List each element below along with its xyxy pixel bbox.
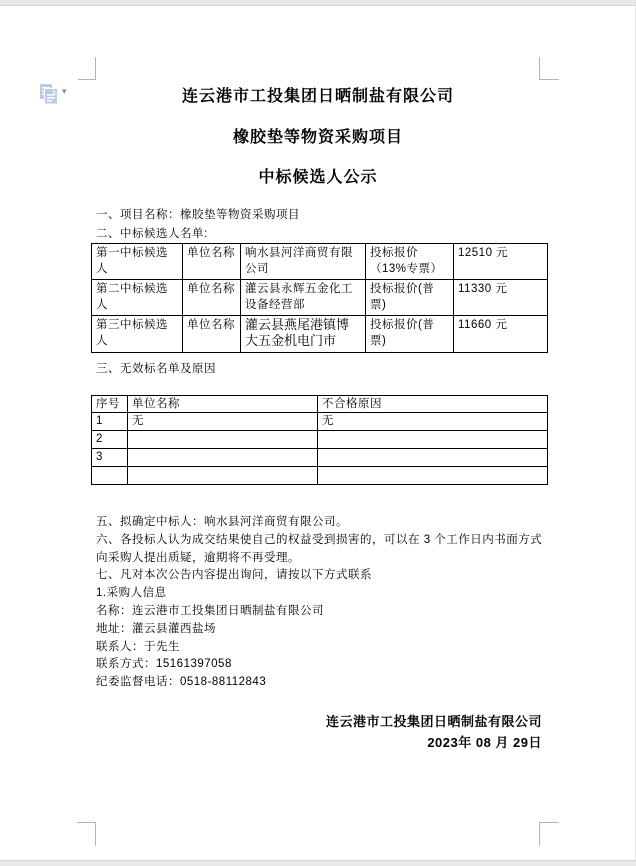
supervision-phone: 纪委监督电话：0518-88112843 [96, 676, 267, 689]
reason-cell [318, 467, 548, 485]
index-cell: 2 [92, 431, 128, 449]
doc-title-project: 橡胶垫等物资采购项目 [232, 129, 403, 146]
doc-title-company: 连云港市工投集团日晒制盐有限公司 [181, 88, 454, 105]
crop-mark-top-left [78, 57, 96, 80]
company-cell: 灌云县燕尾港镇博大五金机电门市 [241, 316, 366, 353]
invalid-bids-table [91, 395, 548, 485]
crop-mark-bottom-left [77, 822, 96, 846]
index-cell [92, 467, 128, 485]
price-label-cell: 投标报价(普票) [366, 280, 454, 316]
table-header-row [92, 396, 548, 413]
purchaser-address: 地址：灌云县灌西盐场 [96, 622, 216, 635]
purchaser-info-heading: 1.采购人信息 [96, 587, 167, 600]
unit-name-cell [128, 431, 318, 449]
table-row [92, 316, 548, 353]
signature-block [96, 711, 542, 753]
page-bottom-margin-strip [0, 860, 636, 866]
col-header-unit-name: 单位名称 [128, 396, 318, 413]
table-row [92, 467, 548, 485]
unit-label-cell: 单位名称 [183, 280, 241, 316]
doc-title-announcement: 中标候选人公示 [258, 169, 378, 186]
rank-cell: 第三中标候选人 [92, 316, 183, 353]
contact-phone: 联系方式：15161397058 [96, 658, 232, 671]
table-row [92, 431, 548, 449]
dropdown-arrow-icon[interactable]: ▾ [62, 86, 67, 96]
price-cell: 12510 元 [454, 244, 548, 280]
unit-name-cell: 无 [128, 413, 318, 431]
price-cell: 11330 元 [454, 280, 548, 316]
index-cell: 3 [92, 449, 128, 467]
candidates-table [91, 243, 548, 353]
section-heading-project-name: 一、项目名称：橡胶垫等物资采购项目 [96, 209, 300, 221]
reason-cell [318, 449, 548, 467]
company-cell: 灌云县永辉五金化工设备经营部 [241, 280, 366, 316]
reason-cell: 无 [318, 413, 548, 431]
crop-mark-bottom-right [539, 822, 559, 846]
table-row [92, 244, 548, 280]
col-header-reason: 不合格原因 [318, 396, 548, 413]
purchaser-name: 名称：连云港市工投集团日晒制盐有限公司 [96, 604, 324, 617]
signature-date: 2023年 08 月 29日 [427, 735, 542, 750]
table-row [92, 280, 548, 316]
company-cell: 响水县河洋商贸有限公司 [241, 244, 366, 280]
rank-cell: 第二中标候选人 [92, 280, 183, 316]
table-row [92, 449, 548, 467]
index-cell: 1 [92, 413, 128, 431]
unit-name-cell [128, 449, 318, 467]
note-paragraph-objection: 六、各投标人认为成交结果使自己的权益受到损害的，可以在 3 个工作日内书面方式向采购人提出质疑，逾期将不再受理。 [96, 533, 543, 564]
note-paragraph-inquiry: 七、凡对本次公告内容提出询问，请按以下方式联系 [96, 569, 372, 582]
unit-label-cell: 单位名称 [183, 316, 241, 353]
price-label-cell: 投标报价（13%专票） [366, 244, 454, 280]
contact-person: 联系人：于先生 [96, 640, 180, 653]
page-top-margin-strip [0, 0, 636, 6]
table-row [92, 413, 548, 431]
section-heading-candidates-list: 二、中标候选人名单: [96, 228, 208, 240]
unit-name-cell [128, 467, 318, 485]
crop-mark-top-right [539, 57, 559, 80]
notes-block [96, 514, 548, 692]
col-header-index: 序号 [92, 396, 128, 413]
unit-label-cell: 单位名称 [183, 244, 241, 280]
reason-cell [318, 431, 548, 449]
rank-cell: 第一中标候选人 [92, 244, 183, 280]
price-label-cell: 投标报价(普票) [366, 316, 454, 353]
price-cell: 11660 元 [454, 316, 548, 353]
note-paragraph-winner: 五、拟确定中标人：响水县河洋商贸有限公司。 [96, 516, 348, 528]
section-heading-invalid-bids: 三、无效标名单及原因 [96, 363, 216, 375]
signature-company: 连云港市工投集团日晒制盐有限公司 [325, 714, 542, 729]
